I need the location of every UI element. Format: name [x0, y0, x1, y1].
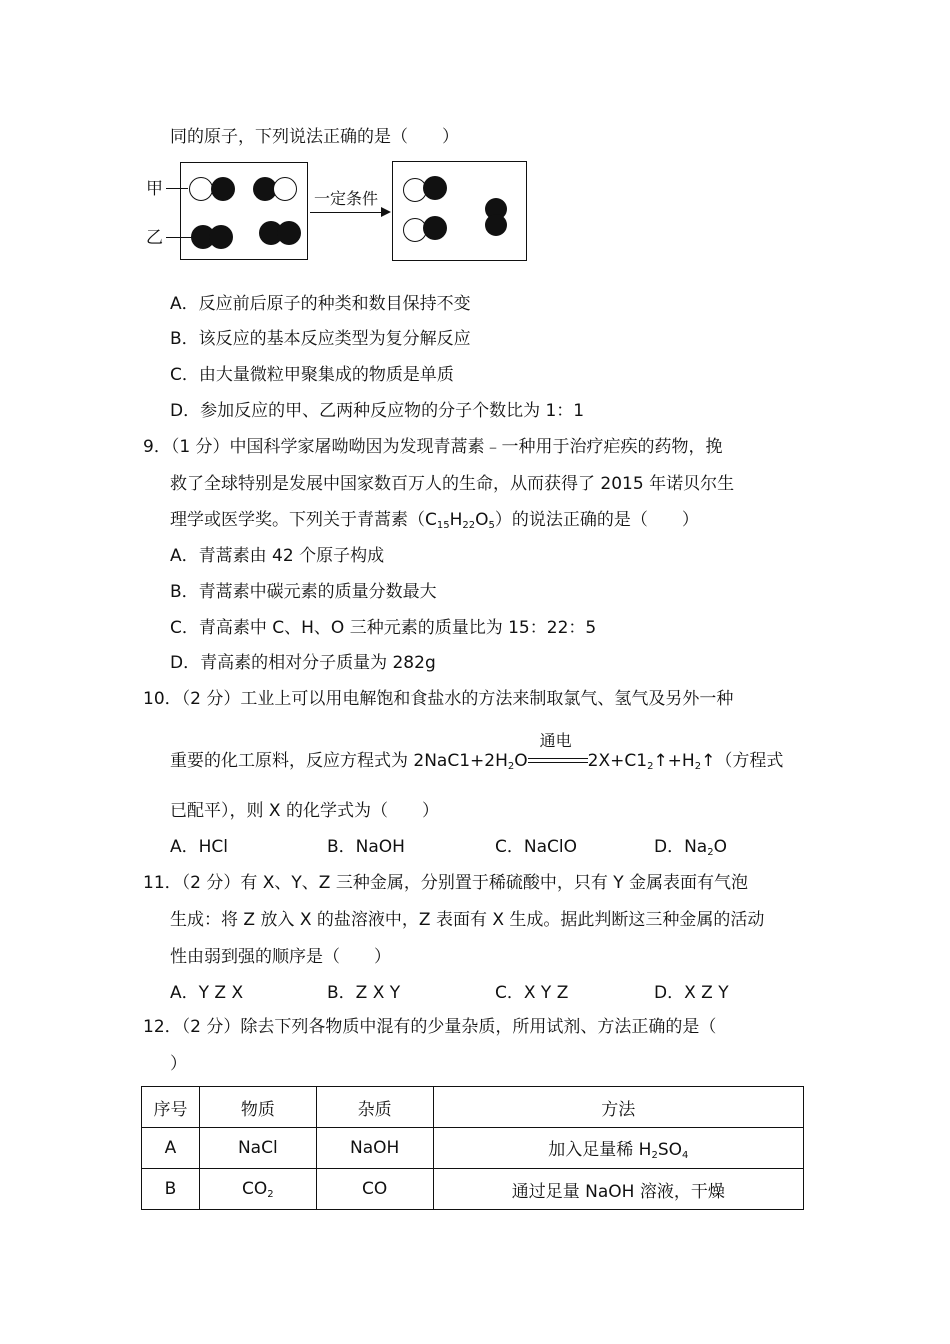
q9-stem-line1: 9．（1 分）中国科学家屠呦呦因为发现青蒿素﹣一种用于治疗疟疾的药物，挽: [143, 437, 723, 457]
q8-option-d: D．参加反应的甲、乙两种反应物的分子个数比为 1：1: [170, 401, 585, 421]
arrow-condition-label: 一定条件: [314, 189, 379, 208]
table-header-cell: 序号: [142, 1087, 200, 1128]
q11-stem-line3: 性由弱到强的顺序是（ ）: [170, 947, 391, 967]
table-header-cell: 方法: [433, 1087, 803, 1128]
q9-option-c: C．青高素中 C、H、O 三种元素的质量比为 15：22：5: [170, 618, 597, 638]
products-box: [392, 161, 527, 261]
q9-stem-line2: 救了全球特别是发展中国家数百万人的生命，从而获得了 2015 年诺贝尔生: [170, 474, 735, 494]
label-yi: 乙: [146, 228, 163, 248]
table-cell: $CO_2$: [199, 1169, 316, 1210]
black-atom: [423, 176, 447, 200]
table-cell: 通过足量 NaOH 溶液，干燥: [433, 1169, 803, 1210]
table-cell: CO: [316, 1169, 433, 1210]
reactants-box: [180, 162, 308, 260]
black-atom: [485, 214, 507, 236]
q10-stem-line3: 已配平），则 X 的化学式为（ ）: [170, 801, 439, 821]
q11-option-d: D．X Z Y: [654, 983, 729, 1003]
q11-option-c: C．X Y Z: [495, 983, 569, 1003]
table-header-cell: 杂质: [316, 1087, 433, 1128]
arrowhead-icon: [381, 207, 391, 217]
q9-option-b: B．青蒿素中碳元素的质量分数最大: [170, 582, 437, 602]
black-atom: [209, 225, 233, 249]
table-cell: NaCl: [199, 1128, 316, 1169]
q12-table: [141, 1086, 804, 1210]
table-row: [142, 1128, 804, 1169]
q10-equation-line: 重要的化工原料，反应方程式为 $2NaC1+2H_2O$ 通电 $2X+C1_2↑+H_2↑$（方程式: [170, 731, 784, 772]
q9-stem-line3: 理学或医学奖。下列关于青蒿素$(C_{15}H_{22}O_5)$的说法正确的是（ ）: [170, 510, 699, 531]
table-header-cell: 物质: [199, 1087, 316, 1128]
black-atom: [211, 177, 235, 201]
q11-stem-line1: 11．（2 分）有 X、Y、Z 三种金属，分别置于稀硫酸中，只有 Y 金属表面有气泡: [143, 873, 749, 893]
table-row: [142, 1169, 804, 1210]
white-atom: [273, 177, 297, 201]
q8-option-a: A．反应前后原子的种类和数目保持不变: [170, 294, 471, 314]
table-cell: A: [142, 1128, 200, 1169]
q12-stem-line2: ）: [170, 1054, 187, 1074]
label-jia: 甲: [146, 179, 163, 199]
q10-option-c: C．NaClO: [495, 837, 577, 857]
q10-stem-line1: 10．（2 分）工业上可以用电解饱和食盐水的方法来制取氯气、氢气及另外一种: [143, 689, 734, 709]
q8-option-b: B．该反应的基本反应类型为复分解反应: [170, 329, 471, 349]
q11-option-a: A．Y Z X: [170, 983, 244, 1003]
question-stem-continuation: 同的原子，下列说法正确的是（ ）: [170, 127, 459, 147]
table-cell: B: [142, 1169, 200, 1210]
q12-stem-line1: 12．（2 分）除去下列各物质中混有的少量杂质，所用试剂、方法正确的是（: [143, 1017, 717, 1037]
q11-stem-line2: 生成：将 Z 放入 X 的盐溶液中，Z 表面有 X 生成。据此判断这三种金属的活动: [170, 910, 765, 930]
q10-option-d: D．$Na_2O$: [654, 837, 727, 858]
q9-option-d: D．青高素的相对分子质量为 282g: [170, 653, 436, 673]
q11-option-b: B．Z X Y: [327, 983, 401, 1003]
table-cell: NaOH: [316, 1128, 433, 1169]
q10-option-b: B．NaOH: [327, 837, 405, 857]
q10-option-a: A．HCl: [170, 837, 229, 857]
q8-option-c: C．由大量微粒甲聚集成的物质是单质: [170, 365, 454, 385]
q9-option-a: A．青蒿素由 42 个原子构成: [170, 546, 385, 566]
table-cell: 加入足量稀 $H_2SO_4$: [433, 1128, 803, 1169]
white-atom: [189, 177, 213, 201]
table-header-row: [142, 1087, 804, 1128]
reaction-arrow: [310, 212, 384, 213]
equation-condition-arrow: 通电: [528, 750, 588, 772]
black-atom: [277, 221, 301, 245]
black-atom: [423, 216, 447, 240]
